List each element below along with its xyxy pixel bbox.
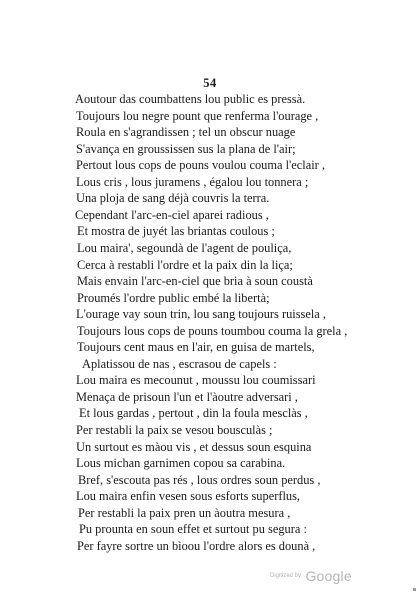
verse-line: Aplatissou de nas , escrasou de capels : [82,356,277,371]
watermark-prefix: Digitized by [270,572,302,579]
verse-line: Toujours lous cops de pouns toumbou couma la grela , [77,323,348,338]
verse-line: Toujours lou negre pount que renferma l'ourage , [76,108,319,123]
verse-line: Lous cris , lous juramens , égalou lou tonnera ; [76,174,309,189]
verse-line: Toujours cent maus en l'air, en guisa de martels, [77,340,315,355]
verse-line: Et mostra de juyét las briantas coulous ; [77,224,275,239]
verse-line: Mais envain l'arc-en-ciel que bria à soun coustà [77,274,313,289]
verse-line: Cerca à restabli l'ordre et la paix din la liça; [77,257,293,272]
verse-line: Una ploja de sang déjà couvris la terra. [76,191,270,206]
verse-line: Lou maira enfin vesen sous esforts superflus, [76,489,301,504]
verse-line: Pertout lous cops de pouns voulou couma l'eclair , [76,158,325,173]
verse-line: Per restabli la paix se vesou bousculàs ; [76,423,273,437]
page-number: 54 [203,76,217,90]
verse-line: Pu prounta en soun effet et surtout pu segura : [79,522,307,537]
verse-line: Menaça de prisoun l'un et l'àoutre adversari , [76,389,298,404]
verse-line: Lou maira', segoundà de l'agent de pouliça, [77,240,292,255]
verse-line: Per fayre sortre un bìoou l'ordre alors es dounà , [77,538,316,553]
verse-line: Bref, s'escouta pas rés , lous ordres soun perdus , [78,472,321,487]
verse-line: Per restabli la paix pren un àoutra mesura , [78,505,291,520]
digitization-watermark [270,567,352,585]
verse-line: Aoutour das coumbattens lou public es pressà. [75,92,306,106]
verse-line: Proumés l'ordre public embé la libertà; [77,290,270,305]
verse-line: Cependant l'arc-en-ciel aparei radious , [75,207,269,222]
verse-line: Un surtout es màou vis , et dessus soun esquina [76,439,312,454]
scan-artifact [413,588,416,591]
verse-line: Et lous gardas , pertout , din la foula mesclàs , [79,406,308,421]
verse-line: Lous michan garnimen copou sa carabina. [76,456,286,471]
verse-line: Lou maira es mecounut , moussu lou coumissari [76,373,316,388]
verse-line: L'ourage vay soun trin, lou sang toujours ruissela , [76,307,327,322]
verse-line: Roula en s'agrandissen ; tel un obscur nuage [76,125,296,140]
google-logo: Google [305,567,352,584]
verse-line: S'avança en groussissen sus la plana de l'air; [76,141,296,156]
